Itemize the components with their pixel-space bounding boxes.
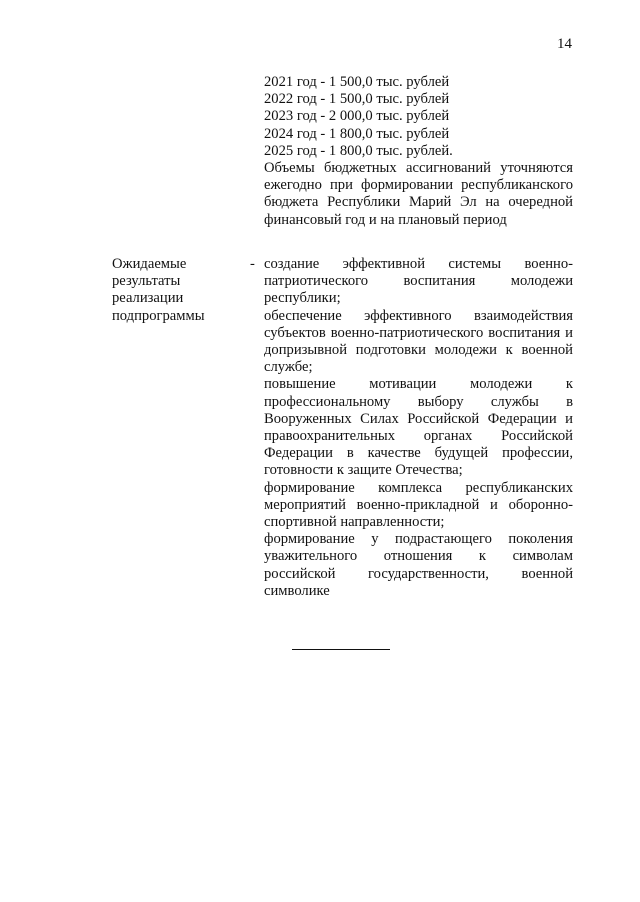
- funding-year-2023: 2023 год - 2 000,0 тыс. рублей: [264, 108, 450, 125]
- funding-year-2024: 2024 год - 1 800,0 тыс. рублей: [264, 125, 450, 142]
- funding-section: [264, 74, 573, 229]
- label-line: подпрограммы: [112, 307, 205, 324]
- expected-results-list: [264, 256, 573, 600]
- page-number: 14: [557, 36, 572, 52]
- result-item: создание эффективной системы военно-патриотического воспитания молодежи республики;: [264, 256, 573, 307]
- end-separator-line: [292, 649, 390, 650]
- funding-year-2025: 2025 год - 1 800,0 тыс. рублей.: [264, 142, 453, 159]
- funding-note: Объемы бюджетных ассигнований уточняются ежегодно при формировании республиканского бюджета Республики Марий Эл на очередной финансовый год и на плановый период: [264, 160, 573, 228]
- result-item: повышение мотивации молодежи к профессиональному выбору службы в Вооруженных Силах Российской Федерации и правоохранительных органах Российской Федерации в качестве будущей профессии, готовности к защите Отечества;: [264, 376, 573, 479]
- label-line: реализации: [112, 290, 184, 307]
- row-dash: -: [250, 256, 255, 272]
- expected-results-label: [112, 256, 232, 325]
- label-line: Ожидаемые: [112, 256, 187, 272]
- label-line: результаты: [112, 273, 181, 290]
- result-item: формирование у подрастающего поколения уважительного отношения к символам российской государственности, военной символике: [264, 531, 573, 599]
- result-item: формирование комплекса республиканских мероприятий военно-прикладной и оборонно-спортивной направленности;: [264, 479, 573, 531]
- result-item: обеспечение эффективного взаимодействия субъектов военно-патриотического воспитания и допризывной подготовки молодежи к военной службе;: [264, 307, 573, 376]
- funding-year-2022: 2022 год - 1 500,0 тыс. рублей: [264, 91, 450, 108]
- funding-year-2021: 2021 год - 1 500,0 тыс. рублей: [264, 74, 450, 90]
